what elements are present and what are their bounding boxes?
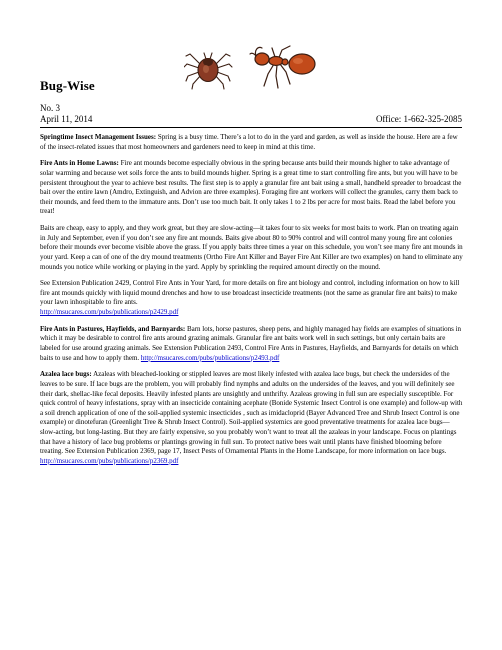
tick-icon bbox=[184, 53, 232, 89]
section-heading: Azalea lace bugs: bbox=[40, 370, 92, 379]
article-body bbox=[40, 133, 463, 471]
section-springtime bbox=[40, 133, 463, 152]
issue-number: No. 3 bbox=[40, 103, 60, 113]
publication-link-2493[interactable]: http://msucares.com/pubs/publications/p2493.pdf bbox=[140, 353, 280, 362]
section-text: Baits are cheap, easy to apply, and they work great, but they are slow-acting—it takes four to six weeks for most baits to work. Plan on treating again in July and September, even if you don’t see any fire ant mounds. Baits give about 80 to 90% control and will control many young fire ant colonies before their mounds ever become visible above the grass. If you apply baits three times a year on this schedule, you won’t see many fire ant mounds in your yard. Keep a can of one of the dry mound treatments (Ortho Fire Ant Killer and Bayer Fire Ant Killer are two examples) on hand to eliminate any mounds you notice while working or playing in the yard. Apply by sprinkling the required amount directly on the mound. bbox=[40, 224, 463, 271]
office-phone: Office: 1-662-325-2085 bbox=[375, 114, 462, 124]
section-heading: Fire Ants in Pastures, Hayfields, and Barnyards: bbox=[40, 324, 186, 333]
issue-info bbox=[40, 103, 92, 125]
section-publication-2429 bbox=[40, 279, 463, 317]
section-text: See Extension Publication 2429, Control Fire Ants in Your Yard, for more details on fire ant biology and control, including information on how to kill fire ant mounds quickly with liquid mound drenches and how to use broadcast insecticide treatments (not the same as granular fire ant baits) to make your lawn inhospitable to fire ants. bbox=[40, 279, 460, 307]
section-text: Barn lots, horse pastures, sheep pens, and highly managed hay fields are examples of situations in which it may be desirable to control fire ants around grazing animals. Granular fire ant baits work well in such settings, but only certain baits are labeled for use around grazing animals. See Extension Publication 2493, Control Fire Ants in Pastures, Hayfields, and Barnyards for details on which baits to use and how to apply them. bbox=[40, 324, 462, 362]
publication-link-2369[interactable]: http://msucares.com/pubs/publications/p2369.pdf bbox=[40, 456, 179, 465]
section-text: Fire ant mounds become especially obvious in the spring because ants build their mounds higher to take advantage of solar warming and because wet soils force the ants to build mounds higher. Spring is a great time to start controlling fire ants, but you will have to be persistent throughout the year to achieve best results. The first step is to apply a granular fire ant bait using a small, handheld spreader to broadcast the bait over the entire lawn (Amdro, Extinguish, and Advion are three examples). Foraging fire ant workers will collect the granules, carry them back to their mounds, and feed them to the immature ants. Don’t use too much bait. It only takes 1 to 2 lbs per acre for most baits. Read the label before you treat! bbox=[40, 159, 462, 216]
newsletter-title: Bug-Wise bbox=[40, 78, 95, 93]
section-baits bbox=[40, 224, 463, 272]
section-heading: Springtime Insect Management Issues: bbox=[40, 133, 157, 141]
section-azalea-lace-bugs bbox=[40, 370, 463, 466]
section-text: Azaleas with bleached-looking or stippled leaves are most likely infested with azalea lace bugs, but check the undersides of the leaves to be sure. If lace bugs are the problem, you will probably find nymphs and adults on the undersides of the leaves, and you will definitely see their dark, shellac-like fecal deposits. Heavily infested plants are unsightly and unthrifty. Azaleas growing in full sun are especially susceptible. For quick control of heavy infestations, spray with an insecticide containing acephate (Bonide Systemic Insect Control is one example) and follow-up with a soil drench application of one of the soil-applied systemic insecticides , such as imidacloprid (Bayer Advanced Tree and Shrub Insect Control is one example) or dinotefuran (Greenlight Tree & Shrub Insect Control). Soil-applied systemics are good preventative treatments for azalea lace bugs—slow-acting, but long-lasting. But they are fairly expensive, so you probably won’t want to treat all the azaleas in your landscape. Focus on plantings that have a history of lace bug problems or plantings growing in full sun. To protect native bees wait until plants have finished blooming before treating. See Extension Publication 2369, page 17, Insect Pests of Ornamental Plants in the Home Landscape, for more information on lace bugs. bbox=[40, 370, 463, 456]
section-fire-ants-pastures bbox=[40, 325, 463, 363]
section-fire-ants-lawns bbox=[40, 159, 463, 217]
publication-link-2429[interactable]: http://msucares.com/pubs/publications/p2429.pdf bbox=[40, 308, 179, 317]
section-heading: Fire Ants in Home Lawns: bbox=[40, 159, 119, 168]
issue-date: April 11, 2014 bbox=[40, 114, 93, 124]
section-text: Spring is a busy time. There’s a lot to do in the yard and garden, as well as inside the house. Here are a few of the insect-related issues that most homeowners and gardeners need to keep in mind at this time. bbox=[40, 133, 458, 151]
header-divider bbox=[40, 127, 462, 128]
bug-illustration bbox=[184, 42, 324, 92]
fire-ant-icon bbox=[250, 46, 315, 88]
